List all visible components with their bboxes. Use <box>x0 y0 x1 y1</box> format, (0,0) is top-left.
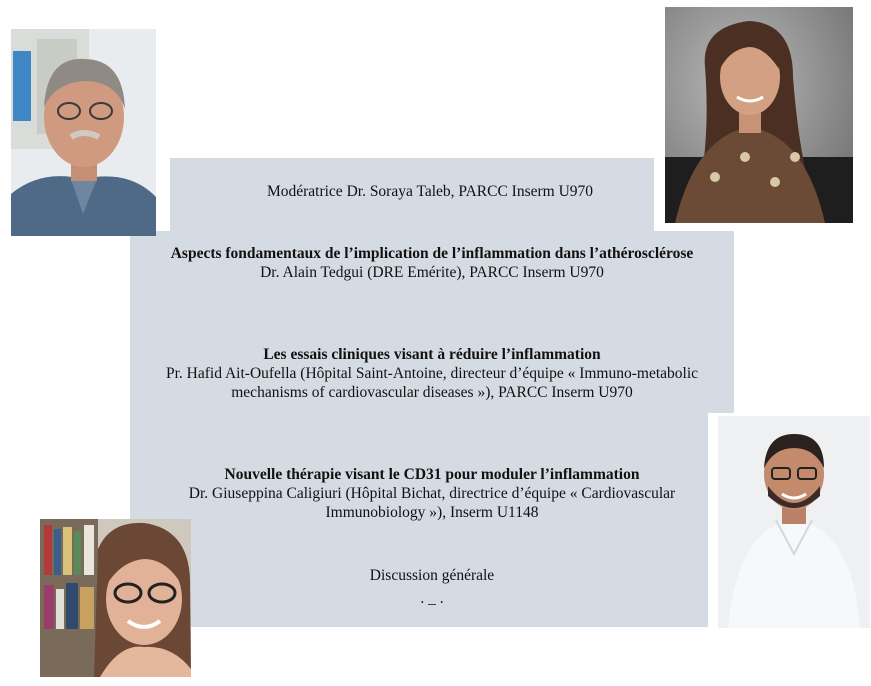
talk-3-title: Nouvelle thérapie visant le CD31 pour moduler l’inflammation <box>224 466 640 483</box>
talk-2-speaker-line-1: Pr. Hafid Ait-Oufella (Hôpital Saint-Antoine, directeur d’équipe « Immuno-metabolic <box>165 365 699 382</box>
speaker-photo-bottom-left <box>40 519 191 677</box>
closing-discussion: Discussion générale <box>369 567 495 584</box>
talk-2-title: Les essais cliniques visant à réduire l’inflammation <box>263 346 601 363</box>
talk-1-speaker: Dr. Alain Tedgui (DRE Emérite), PARCC Inserm U970 <box>260 264 604 281</box>
moderator-line: Modératrice Dr. Soraya Taleb, PARCC Inserm U970 <box>266 183 594 200</box>
moderator-photo-top-right <box>665 7 853 223</box>
talk-1-title: Aspects fondamentaux de l’implication de l’inflammation dans l’athérosclérose <box>170 245 694 262</box>
speaker-photo-top-left <box>11 29 156 236</box>
talk-3-speaker-line-1: Dr. Giuseppina Caligiuri (Hôpital Bichat, directrice d’équipe « Cardiovascular <box>188 485 676 502</box>
speaker-photo-bottom-right <box>718 416 870 628</box>
talk-2-speaker-line-2: mechanisms of cardiovascular diseases »), PARCC Inserm U970 <box>231 384 633 401</box>
closing-separator: . _ . <box>420 590 444 607</box>
talk-3-speaker-line-2: Immunobiology »), Inserm U1148 <box>325 504 539 521</box>
